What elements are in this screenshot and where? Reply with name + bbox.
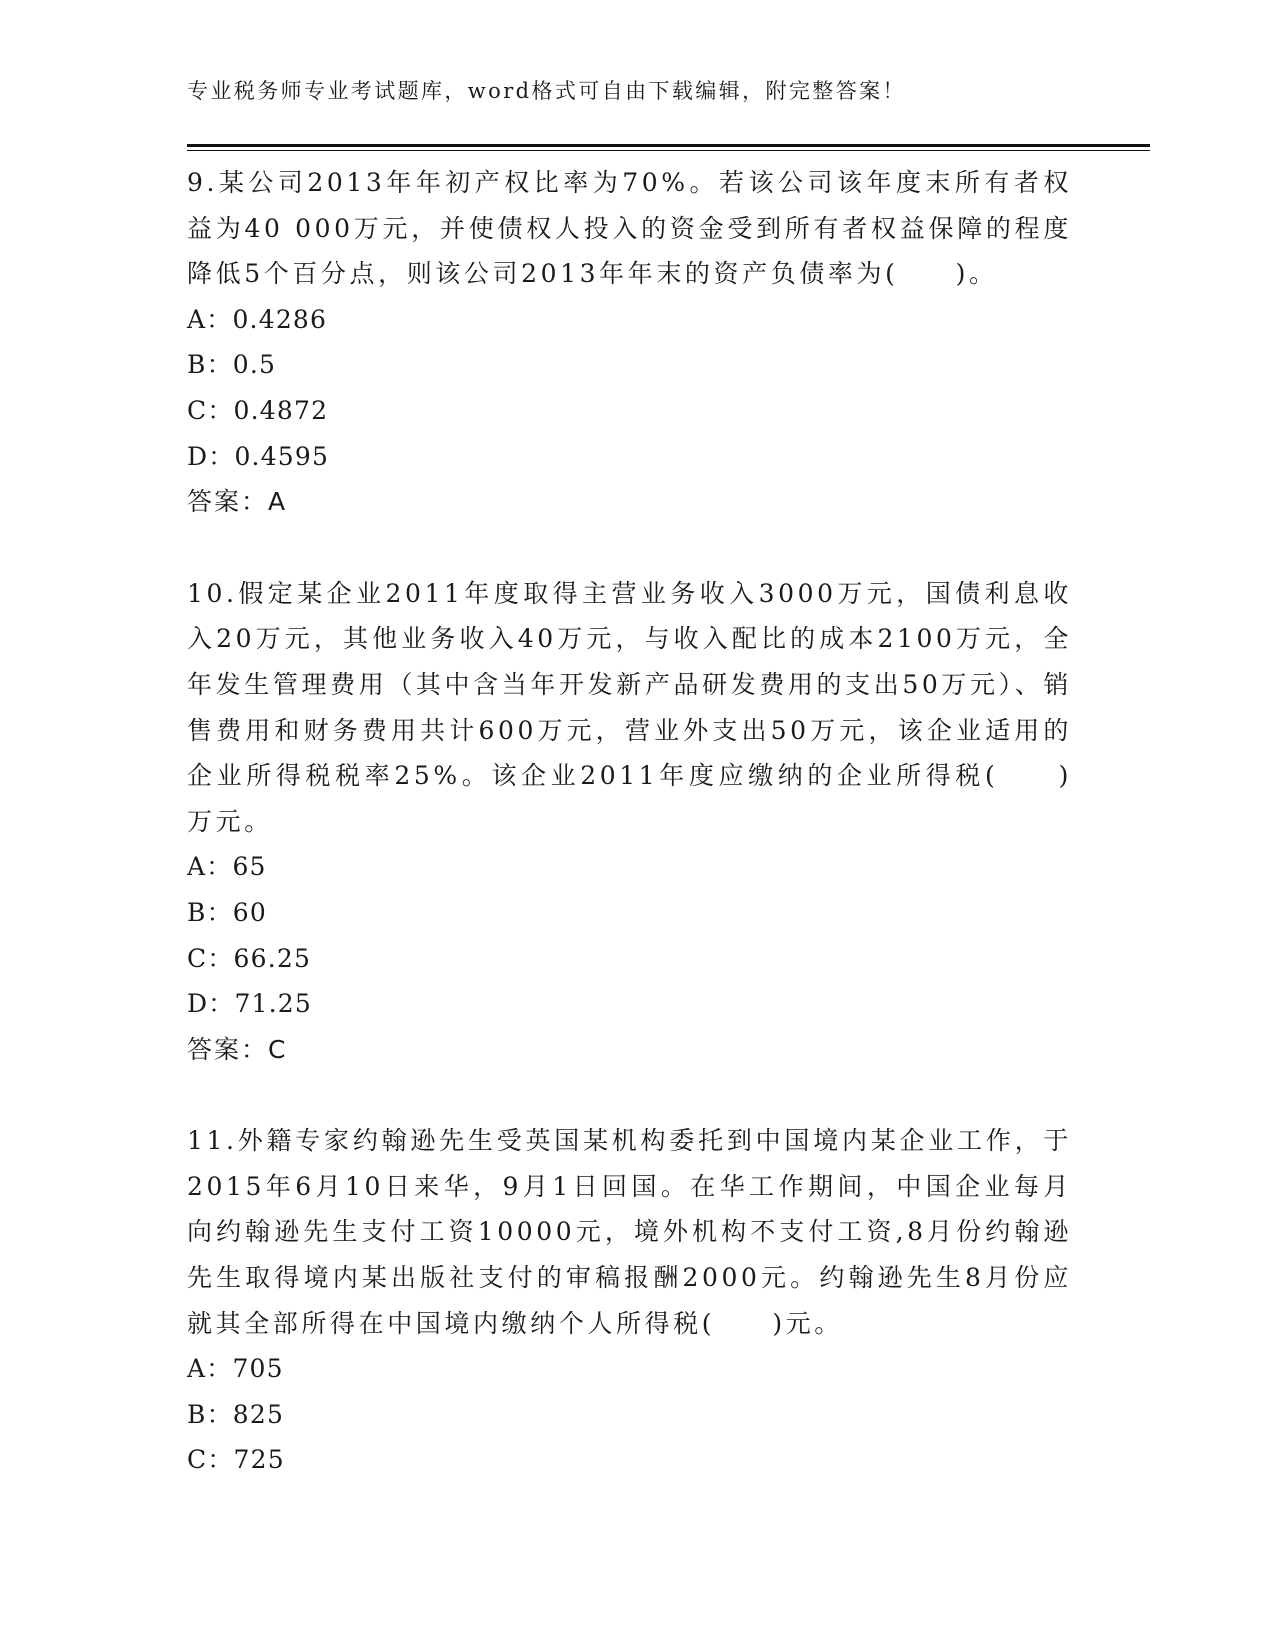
header-rule-thick bbox=[187, 144, 1150, 147]
page-header: 专业税务师专业考试题库，word格式可自由下载编辑，附完整答案！ bbox=[187, 79, 906, 103]
question-10 bbox=[187, 571, 1072, 1073]
option-b: B：60 bbox=[187, 897, 267, 927]
option-a: A：0.4286 bbox=[187, 304, 328, 334]
question-11 bbox=[187, 1118, 1072, 1483]
option-c: C：725 bbox=[187, 1445, 285, 1475]
option-b: B：0.5 bbox=[187, 350, 277, 380]
header-rule-thin bbox=[187, 150, 1150, 151]
option-c: C：66.25 bbox=[187, 943, 312, 973]
option-a: A：65 bbox=[187, 852, 267, 882]
option-d: D：71.25 bbox=[187, 989, 313, 1019]
option-b: B：825 bbox=[187, 1399, 285, 1429]
option-d: D：0.4595 bbox=[187, 441, 330, 471]
question-9 bbox=[187, 160, 1072, 525]
answer-line: 答案：C bbox=[187, 1034, 288, 1064]
answer-line: 答案：A bbox=[187, 487, 288, 517]
option-a: A：705 bbox=[187, 1354, 284, 1384]
question-list bbox=[187, 160, 1072, 1529]
question-stem: 11.外籍专家约翰逊先生受英国某机构委托到中国境内某企业工作，于2015年6月10日来华，9月1日回国。在华工作期间，中国企业每月向约翰逊先生支付工资10000元，境外机构不支付工资,8月份约翰逊先生取得境内某出版社支付的审稿报酬2000元。约翰逊先生8月份应就其全部所得在中国境内缴纳个人所得税( )元。 bbox=[187, 1126, 1072, 1338]
option-c: C：0.4872 bbox=[187, 395, 329, 425]
question-stem: 9.某公司2013年年初产权比率为70%。若该公司该年度末所有者权益为40 000万元，并使债权人投入的资金受到所有者权益保障的程度降低5个百分点，则该公司2013年年末的资产负债率为( )。 bbox=[187, 168, 1072, 289]
question-stem: 10.假定某企业2011年度取得主营业务收入3000万元，国债利息收入20万元，其他业务收入40万元，与收入配比的成本2100万元，全年发生管理费用（其中含当年开发新产品研发费用的支出50万元）、销售费用和财务费用共计600万元，营业外支出50万元，该企业适用的企业所得税税率25%。该企业2011年度应缴纳的企业所得税( )万元。 bbox=[187, 578, 1072, 836]
